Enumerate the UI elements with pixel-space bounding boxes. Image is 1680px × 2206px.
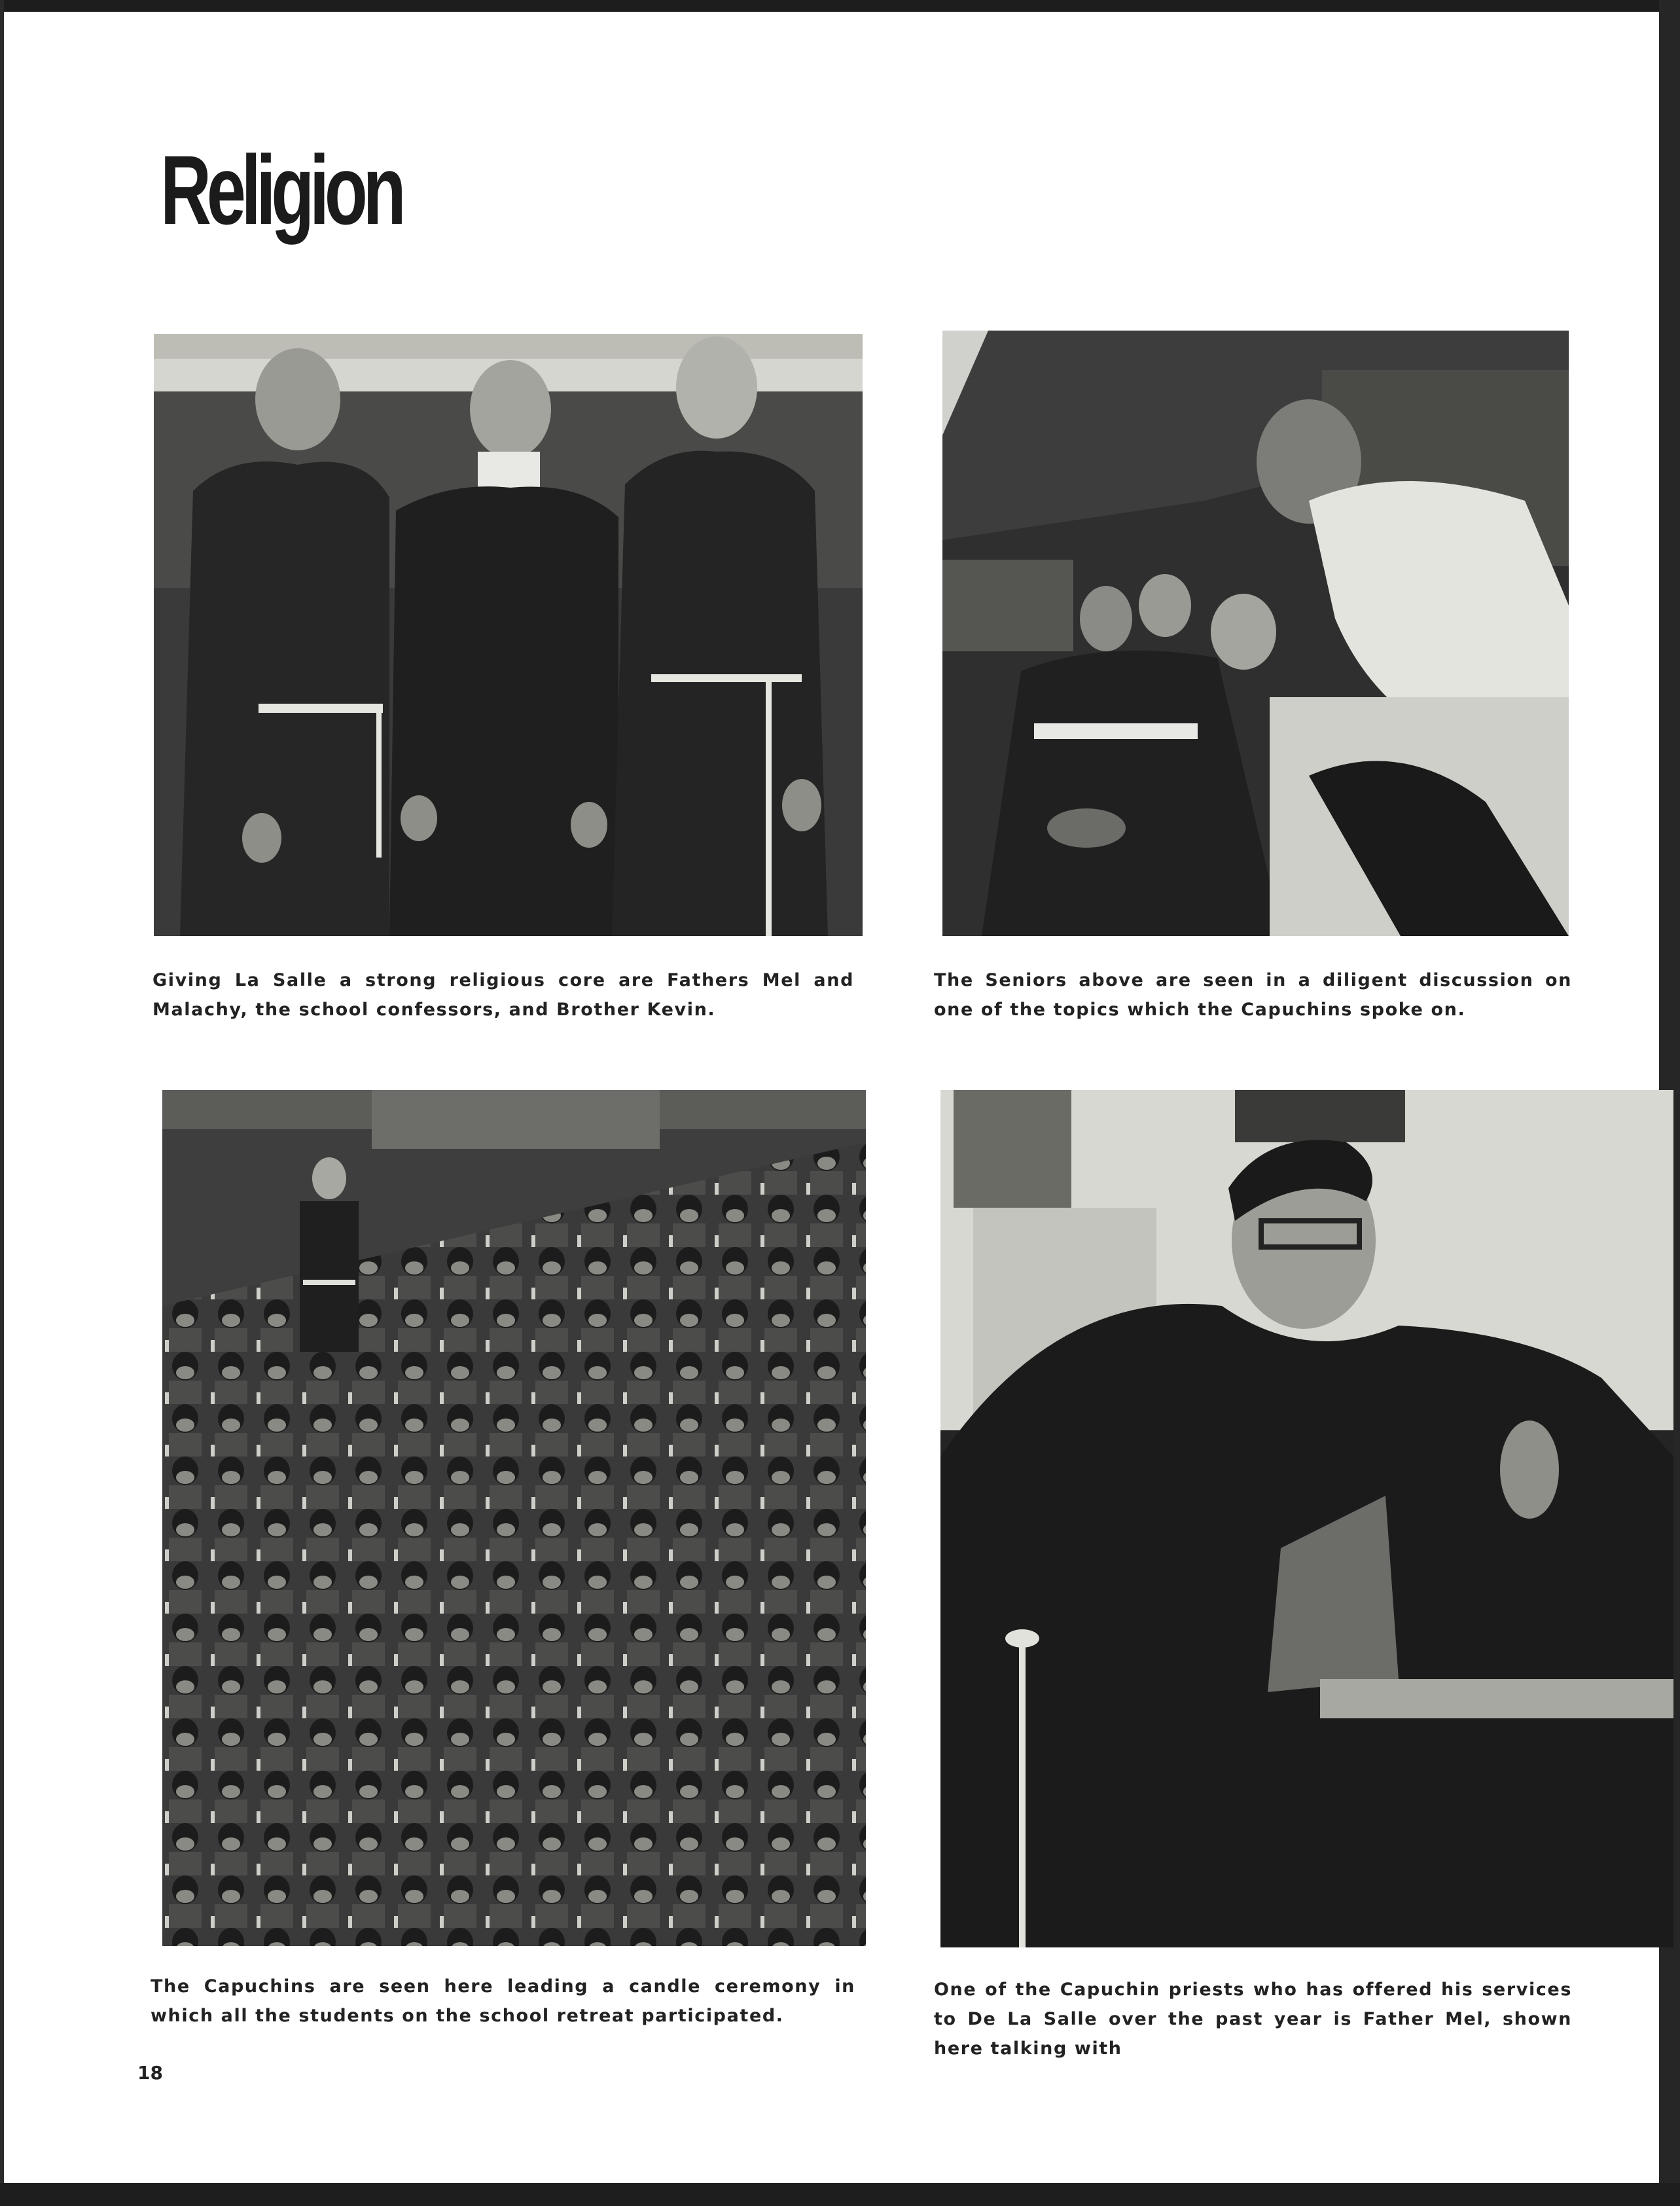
photo-seniors-discussion: [942, 331, 1569, 936]
scan-border-top: [0, 0, 1680, 12]
page-title: Religion: [160, 135, 402, 245]
photo-father-mel: [940, 1090, 1673, 1947]
scan-border-left: [0, 0, 4, 2206]
caption-top-left: Giving La Salle a strong religious core are Fathers Mel and Malachy, the school confessors, and Brother Kevin.: [152, 970, 854, 1020]
photo-candle-ceremony: [162, 1090, 866, 1946]
scan-border-bottom: [0, 2183, 1680, 2206]
caption-top-right: The Seniors above are seen in a diligent discussion on one of the topics which the Capuchins spoke on.: [934, 970, 1572, 1020]
page-number: 18: [137, 2062, 163, 2084]
photo-three-clergy: [154, 334, 863, 936]
caption-bottom-left: The Capuchins are seen here leading a candle ceremony in which all the students on the school retreat participated.: [151, 1976, 855, 2026]
caption-bottom-right: One of the Capuchin priests who has offered his services to De La Salle over the past year is Father Mel, shown here talking with: [934, 1980, 1572, 2059]
